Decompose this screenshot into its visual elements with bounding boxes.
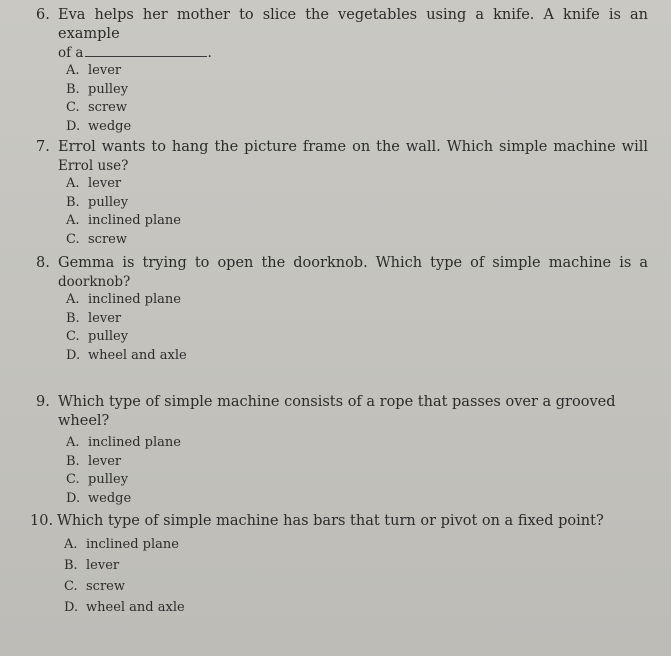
option-text: inclined plane [86,537,179,552]
option-letter: A. [66,435,80,450]
question-text: Gemma is trying to open the doorknob. Which type of simple machine is a [58,255,648,271]
question-text: Eva helps her mother to slice the vegetables using a knife. A knife is an example [58,7,648,42]
option-text: pulley [88,329,129,344]
question-9-line [36,393,648,431]
option-text: lever [88,176,122,191]
option-d[interactable] [64,597,648,618]
options-list [36,434,648,508]
option-b[interactable] [66,81,648,100]
option-text: screw [88,231,127,247]
question-8 [36,254,648,365]
option-b[interactable] [66,453,648,472]
question-6 [36,6,648,136]
question-number: 8. [36,255,50,271]
option-letter: D. [66,347,81,363]
option-b[interactable] [64,555,648,576]
question-continuation-prefix: of a [58,45,84,61]
question-number: 10. [30,513,54,529]
option-text: lever [86,558,120,573]
question-9 [36,393,648,508]
option-c[interactable] [66,99,648,118]
option-letter: B. [66,194,80,210]
option-text: screw [86,579,125,594]
option-text: lever [88,63,122,78]
question-text: Which type of simple machine has bars that turn or pivot on a fixed point? [57,513,604,529]
option-letter: D. [66,118,81,134]
question-continuation: Errol use? [58,158,129,174]
options-list [36,291,648,365]
option-a[interactable] [64,534,648,555]
option-text: screw [88,100,127,115]
option-letter: A. [64,537,78,552]
question-6-line [36,6,648,44]
option-text: inclined plane [88,213,181,228]
option-text: pulley [88,81,129,97]
option-text: wedge [88,490,132,506]
option-letter: A. [66,176,80,191]
option-letter: A. [66,63,80,78]
option-a-second[interactable] [66,212,648,231]
option-letter: A. [66,213,80,228]
answer-blank[interactable] [85,46,207,57]
question-10-line [30,512,648,531]
options-list [30,534,648,618]
option-c[interactable] [66,328,648,347]
option-text: wheel and axle [88,347,187,363]
options-list [36,175,648,249]
option-letter: C. [66,231,80,247]
option-a[interactable] [66,291,648,310]
option-text: lever [88,310,122,326]
option-letter: D. [64,600,79,615]
option-text: wedge [88,118,132,134]
question-text: Errol wants to hang the picture frame on the wall. Which simple machine will [58,139,648,155]
option-text: lever [88,453,122,469]
option-letter: B. [66,81,80,97]
option-text: pulley [88,472,129,487]
option-letter: B. [66,310,80,326]
option-d[interactable] [66,490,648,509]
option-letter: D. [66,490,81,506]
options-list [36,62,648,136]
option-letter: A. [66,292,80,307]
question-continuation: doorknob? [58,274,131,290]
option-text: wheel and axle [86,600,185,615]
option-text: pulley [88,194,129,210]
option-b[interactable] [66,194,648,213]
option-d[interactable] [66,347,648,366]
question-10 [30,512,648,618]
option-a[interactable] [66,434,648,453]
question-continuation-suffix: . [207,45,212,61]
option-a[interactable] [66,62,648,81]
option-c[interactable] [64,576,648,597]
question-7 [36,138,648,249]
option-b[interactable] [66,310,648,329]
option-text: inclined plane [88,292,181,307]
option-text: inclined plane [88,435,181,450]
option-letter: C. [66,100,80,115]
option-c[interactable] [66,471,648,490]
question-8-line [36,254,648,273]
question-number: 7. [36,139,50,155]
question-number: 6. [36,7,50,23]
option-letter: B. [66,453,80,469]
option-d[interactable] [66,118,648,137]
option-c[interactable] [66,231,648,250]
question-7-line [36,138,648,157]
option-letter: B. [64,558,78,573]
option-letter: C. [66,472,80,487]
question-number: 9. [36,394,50,410]
option-a[interactable] [66,175,648,194]
question-text: Which type of simple machine consists of a rope that passes over a grooved wheel? [58,394,616,429]
question-6-continuation [36,44,648,62]
option-letter: C. [66,329,80,344]
option-letter: C. [64,579,78,594]
